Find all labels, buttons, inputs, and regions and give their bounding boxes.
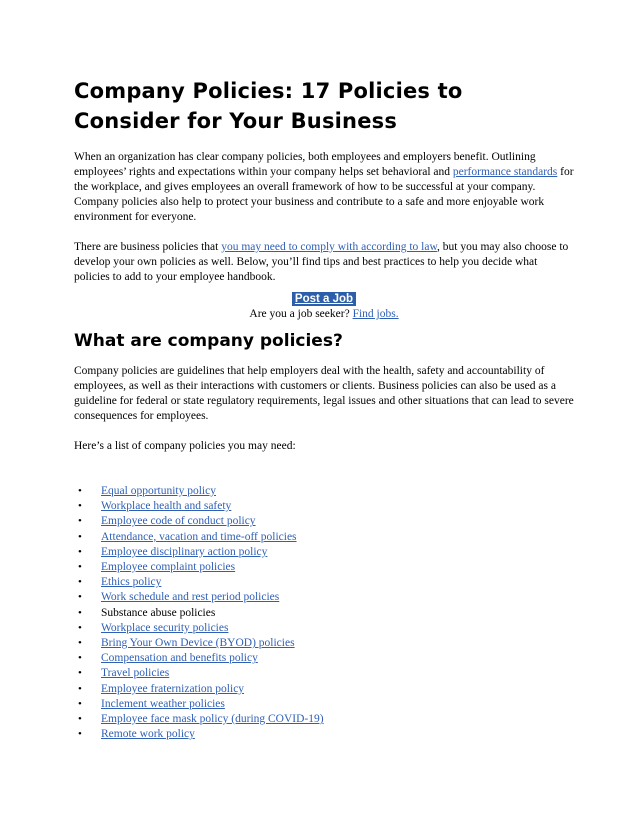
list-item [74,712,574,727]
bullet-icon: • [78,485,82,497]
bullet-icon: • [78,500,82,513]
performance-standards-link[interactable]: performance standards [452,166,558,178]
section-paragraph-2: Here’s a list of company policies you may need: [74,440,296,452]
policy-link[interactable]: Ethics policy [101,576,162,589]
policy-link[interactable]: Bring Your Own Device (BYOD) policies [101,637,295,650]
policy-link[interactable]: Equal opportunity policy [101,485,216,497]
document-page [74,76,574,742]
policy-link[interactable]: Inclement weather policies [101,697,225,710]
bullet-icon: • [78,682,82,695]
page-title: Company Policies: 17 Policies to Consider for Your Business [74,79,463,133]
intro-p1-text-before: When an organization has clear company policies, both employees and employers benefit. Outlining employees’ rights and expectations within your company helps set behavioral and [74,151,536,178]
intro-paragraph-2 [74,240,574,285]
section-paragraph-1: Company policies are guidelines that help employers deal with the health, safety and accountability of employees, as well as their interactions with customers or clients. Business policies can also be used as a guideline for federal or state regulatory requirements, legal issues and other situations that can lead to severe consequences for employees. [74,365,574,422]
bullet-icon: • [78,561,82,574]
policy-link[interactable]: Employee face mask policy (during COVID-19) [101,713,324,726]
list-item [74,560,574,575]
policy-link[interactable]: Employee fraternization policy [101,682,245,695]
bullet-icon: • [78,576,82,589]
bullet-icon: • [78,591,82,604]
list-item [74,590,574,605]
bullet-icon: • [78,728,82,741]
policy-link[interactable]: Attendance, vacation and time-off policies [101,530,297,543]
list-item [74,499,574,514]
policy-link[interactable]: Employee disciplinary action policy [101,545,268,558]
policy-text: Substance abuse policies [101,606,216,619]
intro-p2-text-before: There are business policies that [74,241,222,253]
bullet-icon: • [78,713,82,726]
post-a-job-button[interactable]: Post a Job [292,292,356,306]
bullet-icon: • [78,667,82,680]
list-item [74,575,574,590]
policy-link[interactable]: Employee complaint policies [101,561,236,574]
bullet-icon: • [78,621,82,634]
list-item [74,666,574,681]
bullet-icon: • [78,545,82,558]
intro-paragraph-1 [74,150,574,225]
bullet-icon: • [78,606,82,619]
bullet-icon: • [78,515,82,528]
list-item [74,697,574,712]
bullet-icon: • [78,697,82,710]
policy-list [74,484,574,742]
list-item [74,651,574,666]
policy-link[interactable]: Work schedule and rest period policies [101,591,280,604]
comply-with-law-link[interactable]: you may need to comply with according to law [221,241,438,253]
list-item [74,727,574,742]
intro-p2-text-after: , but you may also choose to develop your own policies as well. Below, you’ll find tips and best practices to help you decide what policies to add to your employee handbook. [74,241,569,283]
list-item [74,530,574,545]
section-heading: What are company policies? [74,331,343,351]
list-item [74,682,574,697]
list-item [74,484,574,499]
policy-link[interactable]: Employee code of conduct policy [101,515,256,528]
list-item [74,606,574,621]
find-jobs-link[interactable]: Find jobs. [352,308,399,320]
bullet-icon: • [78,652,82,665]
policy-link[interactable]: Compensation and benefits policy [101,652,258,665]
list-item [74,621,574,636]
list-item [74,545,574,560]
job-seeker-text: Are you a job seeker? [249,308,353,320]
bullet-icon: • [78,530,82,543]
bullet-icon: • [78,637,82,650]
call-to-action [74,292,574,322]
policy-link[interactable]: Remote work policy [101,728,195,741]
list-item [74,514,574,529]
list-item [74,636,574,651]
policy-link[interactable]: Workplace health and safety [101,500,232,513]
policy-link[interactable]: Workplace security policies [101,621,229,634]
policy-link[interactable]: Travel policies [101,667,170,680]
intro-p1-text-after: for the workplace, and gives employees an overall framework of how to be successful at your company. Company policies also help to protect your business and contribute to a safe and more enjoyable work environment for everyone. [74,166,574,223]
